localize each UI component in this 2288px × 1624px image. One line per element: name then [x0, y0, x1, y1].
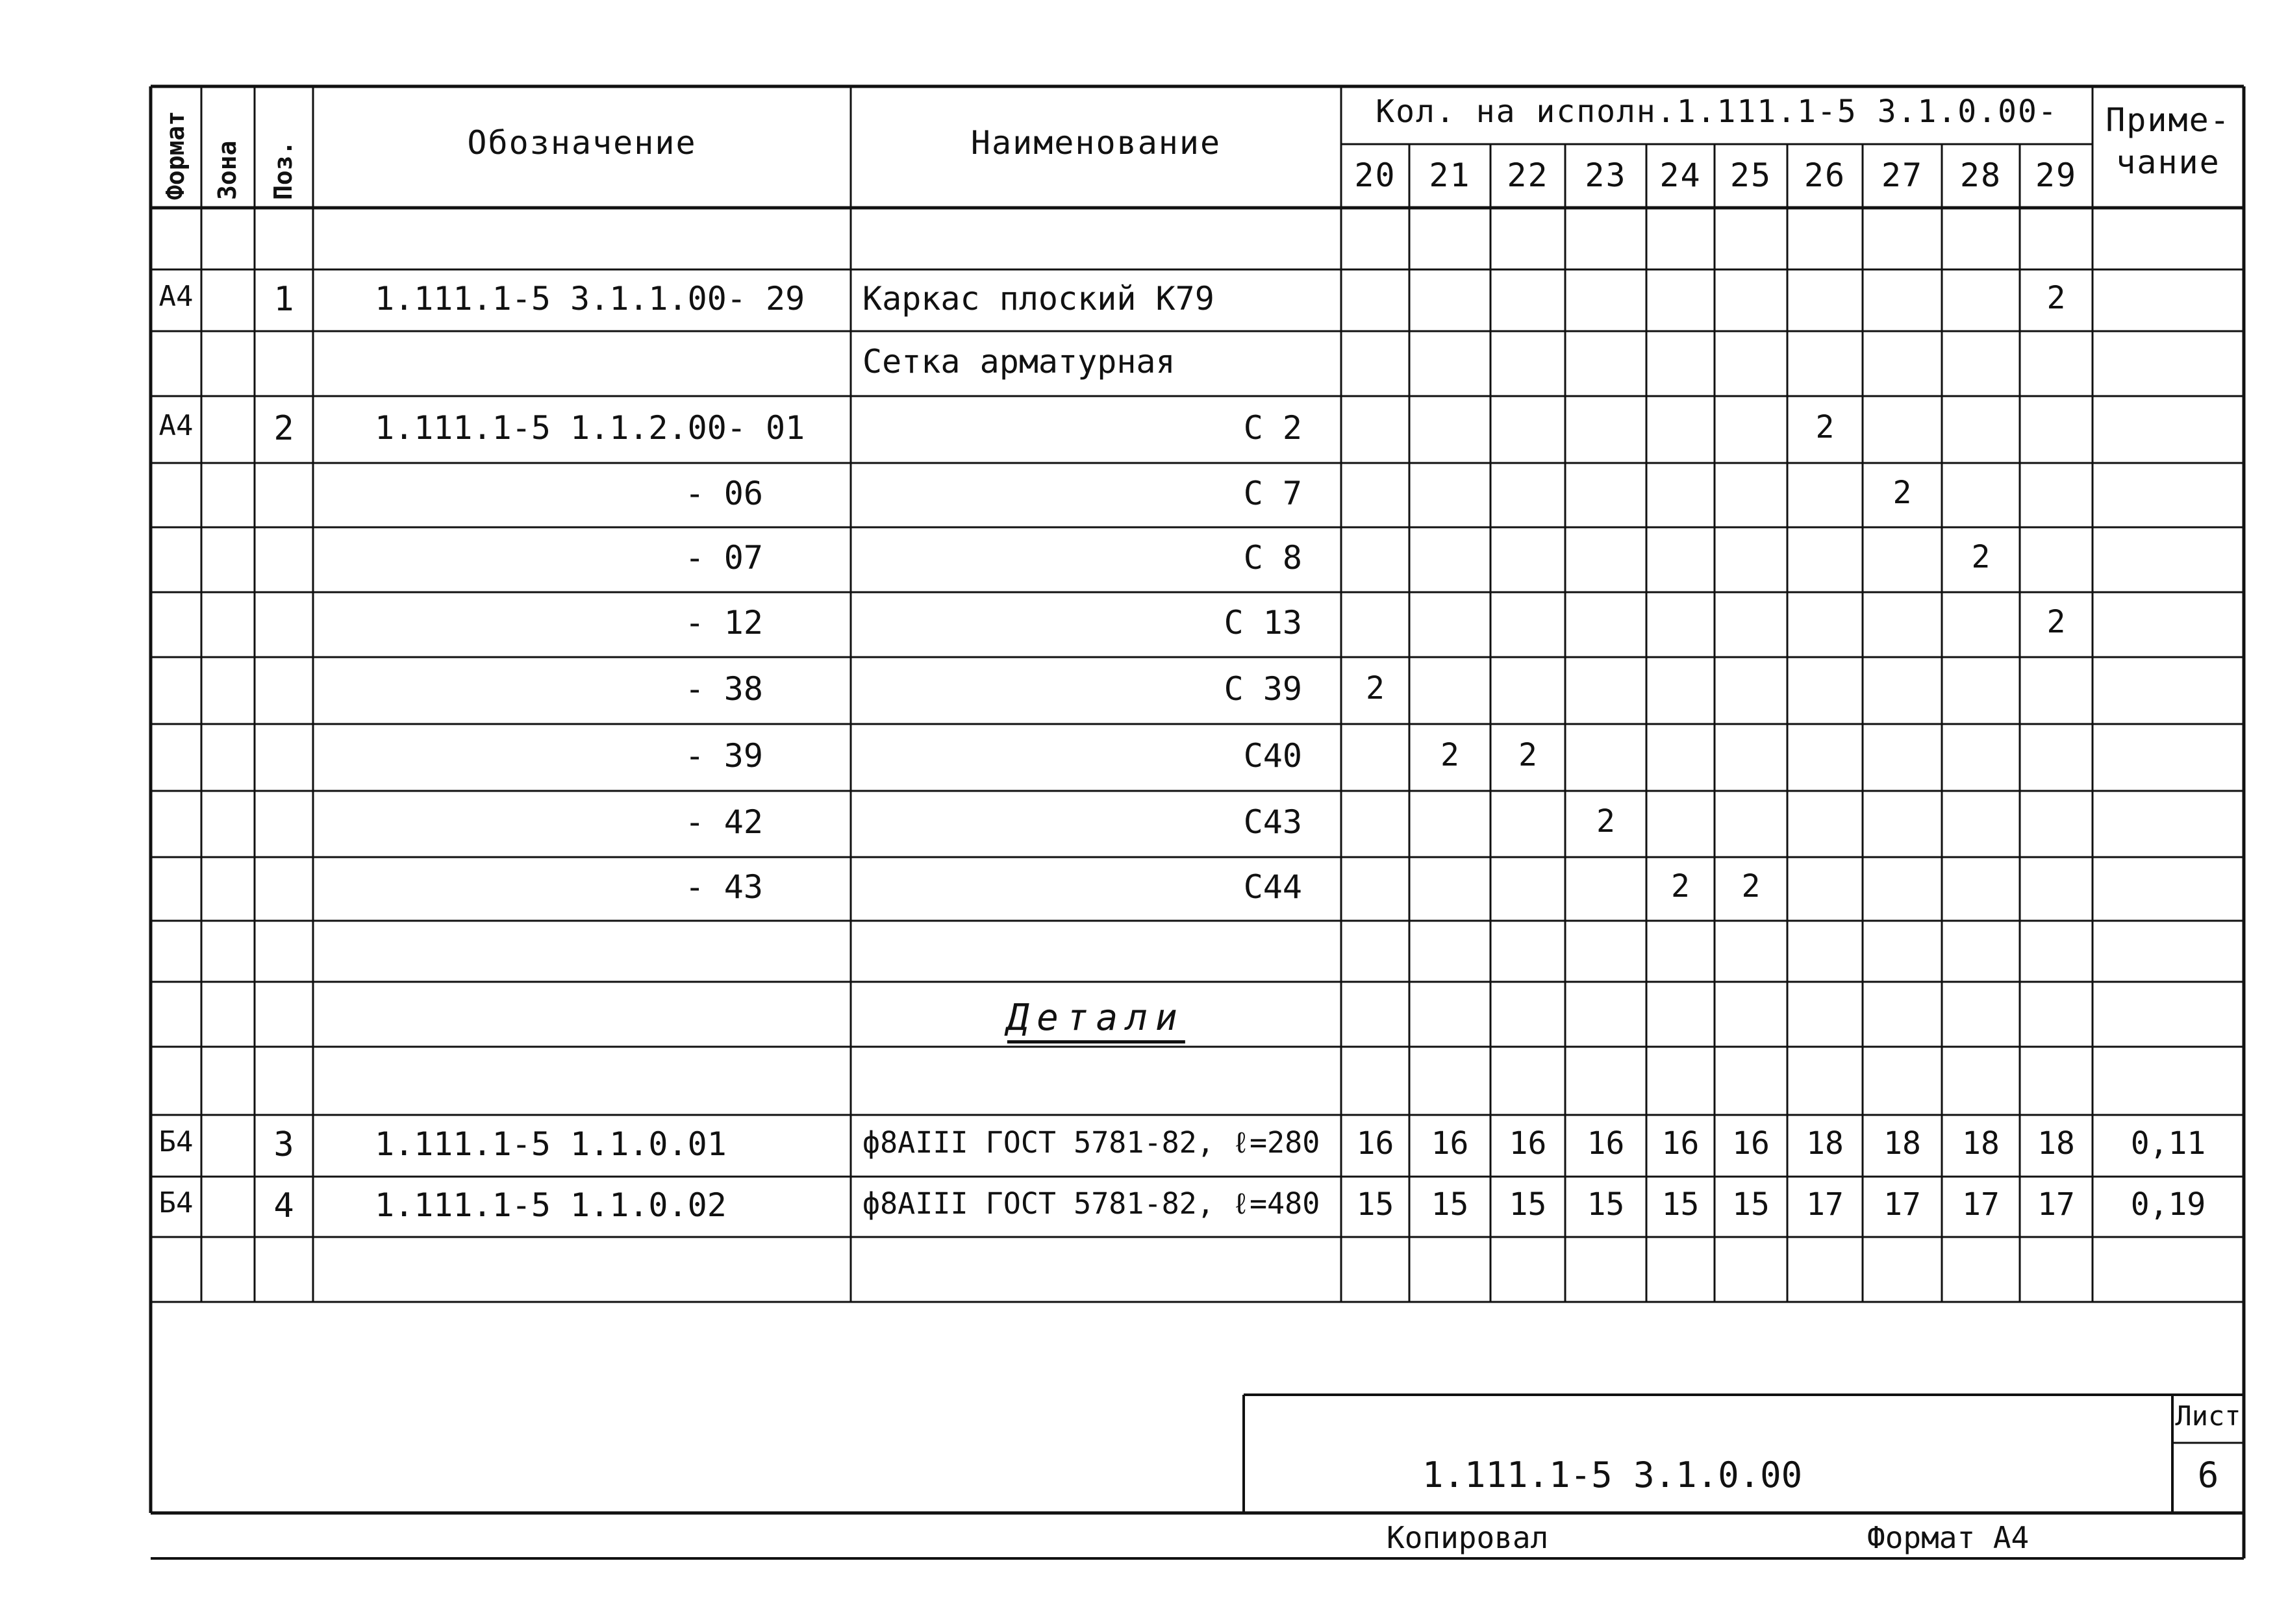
row-note: 0,19 [2130, 1186, 2206, 1223]
row-format: А4 [158, 408, 194, 442]
row-designation: 1.111.1-5 1.1.0.02 [375, 1186, 727, 1224]
row-qty-24: 15 [1661, 1186, 1700, 1223]
row-qty-25: 2 [1741, 868, 1761, 905]
row-qty-27: 18 [1883, 1125, 1921, 1162]
row-designation-suffix: - 06 [685, 474, 763, 512]
header-pos: Поз. [269, 140, 297, 200]
header-variant-23: 23 [1585, 156, 1627, 194]
row-name: ф8АIII ГОСТ 5781-82, ℓ=280 [862, 1125, 1320, 1160]
row-designation-suffix: - 43 [685, 868, 763, 906]
row-format: Б4 [158, 1125, 194, 1158]
row-name-mark: С 8 [1243, 539, 1302, 577]
row-name: Каркас плоский К79 [862, 279, 1214, 318]
row-qty-24: 16 [1661, 1125, 1700, 1162]
row-pos: 2 [273, 408, 294, 448]
header-qty-title: Кол. на исполн.1.111.1-5 3.1.0.00- [1376, 94, 2058, 130]
title-block-sheet-number: 6 [2197, 1455, 2219, 1495]
row-pos: 3 [273, 1125, 294, 1164]
header-variant-24: 24 [1659, 156, 1702, 194]
row-qty-21: 15 [1431, 1186, 1469, 1223]
row-qty-20: 15 [1356, 1186, 1394, 1223]
row-name-mark: С44 [1243, 868, 1302, 906]
row-qty-23: 15 [1587, 1186, 1625, 1223]
row-qty-23: 16 [1587, 1125, 1625, 1162]
row-format: Б4 [158, 1186, 194, 1219]
row-qty-21: 2 [1440, 736, 1459, 773]
row-name-mark: С40 [1243, 736, 1302, 775]
section-details-heading: Детали [1007, 1000, 1185, 1043]
row-designation-suffix: - 38 [685, 669, 763, 708]
row-qty-29: 2 [2046, 604, 2066, 640]
row-qty-27: 2 [1892, 474, 1912, 511]
row-qty-26: 2 [1815, 408, 1835, 445]
row-qty-29: 17 [2037, 1186, 2075, 1223]
header-variant-28: 28 [1959, 156, 2002, 194]
row-qty-22: 2 [1518, 736, 1537, 773]
header-variant-21: 21 [1429, 156, 1471, 194]
row-qty-20: 16 [1356, 1125, 1394, 1162]
row-qty-28: 17 [1962, 1186, 2000, 1223]
header-variant-22: 22 [1507, 156, 1549, 194]
footer-format: Формат А4 [1867, 1520, 2030, 1555]
header-variant-26: 26 [1804, 156, 1846, 194]
row-qty-23: 2 [1596, 803, 1615, 840]
row-name-mark: С 13 [1224, 604, 1302, 642]
row-name-mark: С 39 [1224, 669, 1302, 708]
row-name: Сетка арматурная [862, 343, 1175, 381]
row-name-mark: С 2 [1243, 408, 1302, 447]
row-qty-28: 2 [1971, 539, 1991, 575]
header-zone: Зона [213, 140, 242, 200]
header-designation: Обозначение [467, 124, 697, 162]
header-variant-27: 27 [1881, 156, 1924, 194]
row-qty-22: 16 [1509, 1125, 1547, 1162]
header-note-line2: чание [2116, 144, 2220, 181]
row-pos: 1 [273, 279, 294, 319]
row-designation-suffix: - 12 [685, 604, 763, 642]
header-variant-20: 20 [1354, 156, 1396, 194]
title-block-doc-code: 1.111.1-5 3.1.0.00 [1422, 1455, 1803, 1495]
row-designation-suffix: - 07 [685, 539, 763, 577]
row-qty-25: 16 [1732, 1125, 1770, 1162]
row-pos: 4 [273, 1186, 294, 1225]
row-designation: 1.111.1-5 1.1.2.00- 01 [375, 408, 805, 447]
footer-copied: Копировал [1387, 1520, 1549, 1555]
row-qty-29: 2 [2046, 279, 2066, 316]
row-designation-suffix: - 39 [685, 736, 763, 775]
row-qty-27: 17 [1883, 1186, 1921, 1223]
row-qty-29: 18 [2037, 1125, 2075, 1162]
row-qty-26: 17 [1806, 1186, 1844, 1223]
row-qty-22: 15 [1509, 1186, 1547, 1223]
header-name: Наименование [970, 124, 1222, 162]
row-designation: 1.111.1-5 1.1.0.01 [375, 1125, 727, 1163]
row-qty-21: 16 [1431, 1125, 1469, 1162]
row-qty-26: 18 [1806, 1125, 1844, 1162]
row-qty-24: 2 [1671, 868, 1690, 905]
row-qty-25: 15 [1732, 1186, 1770, 1223]
row-name-mark: С43 [1243, 803, 1302, 841]
header-variant-29: 29 [2035, 156, 2078, 194]
header-note-line1: Приме- [2106, 101, 2231, 139]
title-block-sheet-label: Лист [2175, 1400, 2241, 1432]
header-variant-25: 25 [1729, 156, 1772, 194]
row-format: А4 [158, 279, 194, 313]
row-qty-28: 18 [1962, 1125, 2000, 1162]
row-qty-20: 2 [1366, 669, 1385, 706]
header-format: Формат [161, 110, 190, 200]
row-name-mark: С 7 [1243, 474, 1302, 512]
row-note: 0,11 [2130, 1125, 2206, 1162]
row-designation-suffix: - 42 [685, 803, 763, 841]
row-designation: 1.111.1-5 3.1.1.00- 29 [375, 279, 805, 318]
row-name: ф8АIII ГОСТ 5781-82, ℓ=480 [862, 1186, 1320, 1221]
